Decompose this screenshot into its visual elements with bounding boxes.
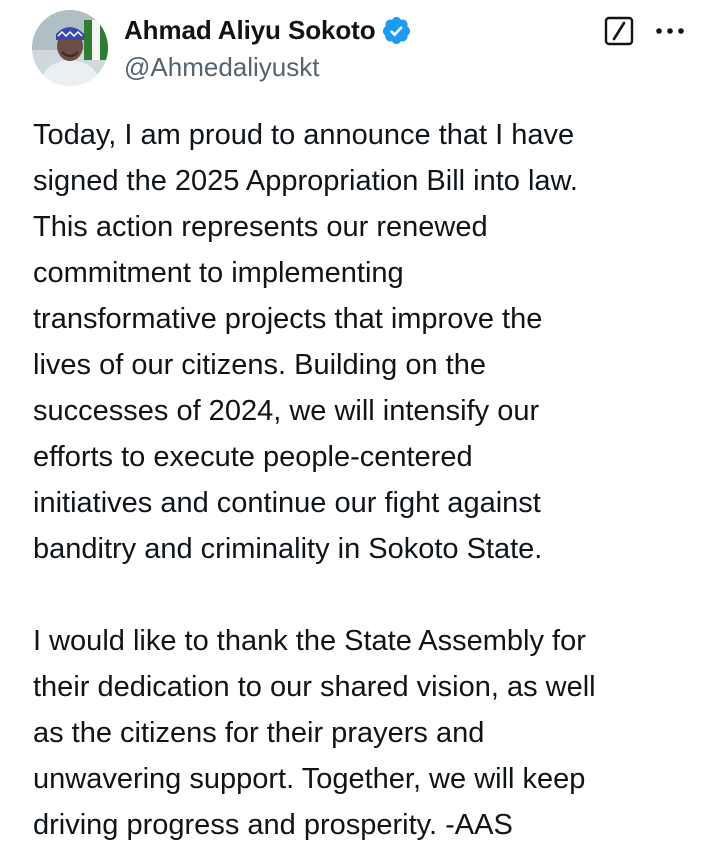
avatar[interactable] xyxy=(32,10,108,86)
tweet-line: successes of 2024, we will intensify our xyxy=(33,395,540,427)
grok-icon[interactable] xyxy=(604,16,634,46)
author-handle[interactable]: @Ahmedaliyuskt xyxy=(124,52,320,82)
tweet-line: efforts to execute people-centered xyxy=(33,441,473,473)
tweet-line: banditry and criminality in Sokoto State. xyxy=(33,533,543,565)
tweet-header xyxy=(0,0,720,100)
tweet-line: initiatives and continue our fight against xyxy=(33,487,541,519)
tweet-line: unwavering support. Together, we will keep xyxy=(33,763,586,795)
tweet-line: Today, I am proud to announce that I have xyxy=(33,119,575,151)
paragraph-gap xyxy=(33,572,703,618)
tweet-line: This action represents our renewed xyxy=(33,211,488,243)
name-row xyxy=(124,12,412,48)
tweet-line: signed the 2025 Appropriation Bill into law. xyxy=(33,165,578,197)
tweet-line: I would like to thank the State Assembly for xyxy=(33,625,586,657)
verified-badge-icon[interactable] xyxy=(381,15,412,46)
tweet-line: lives of our citizens. Building on the xyxy=(33,349,486,381)
tweet-paragraph xyxy=(33,112,703,572)
tweet-paragraph xyxy=(33,618,703,848)
tweet-line: as the citizens for their prayers and xyxy=(33,717,485,749)
more-icon[interactable] xyxy=(652,16,688,46)
tweet-line: their dedication to our shared vision, as well xyxy=(33,671,596,703)
tweet-text xyxy=(33,112,703,848)
tweet-line: commitment to implementing xyxy=(33,257,404,289)
display-name[interactable]: Ahmad Aliyu Sokoto xyxy=(124,14,376,45)
author-block xyxy=(124,12,412,83)
tweet-line: transformative projects that improve the xyxy=(33,303,543,335)
tweet-line: driving progress and prosperity. -AAS xyxy=(33,809,513,841)
